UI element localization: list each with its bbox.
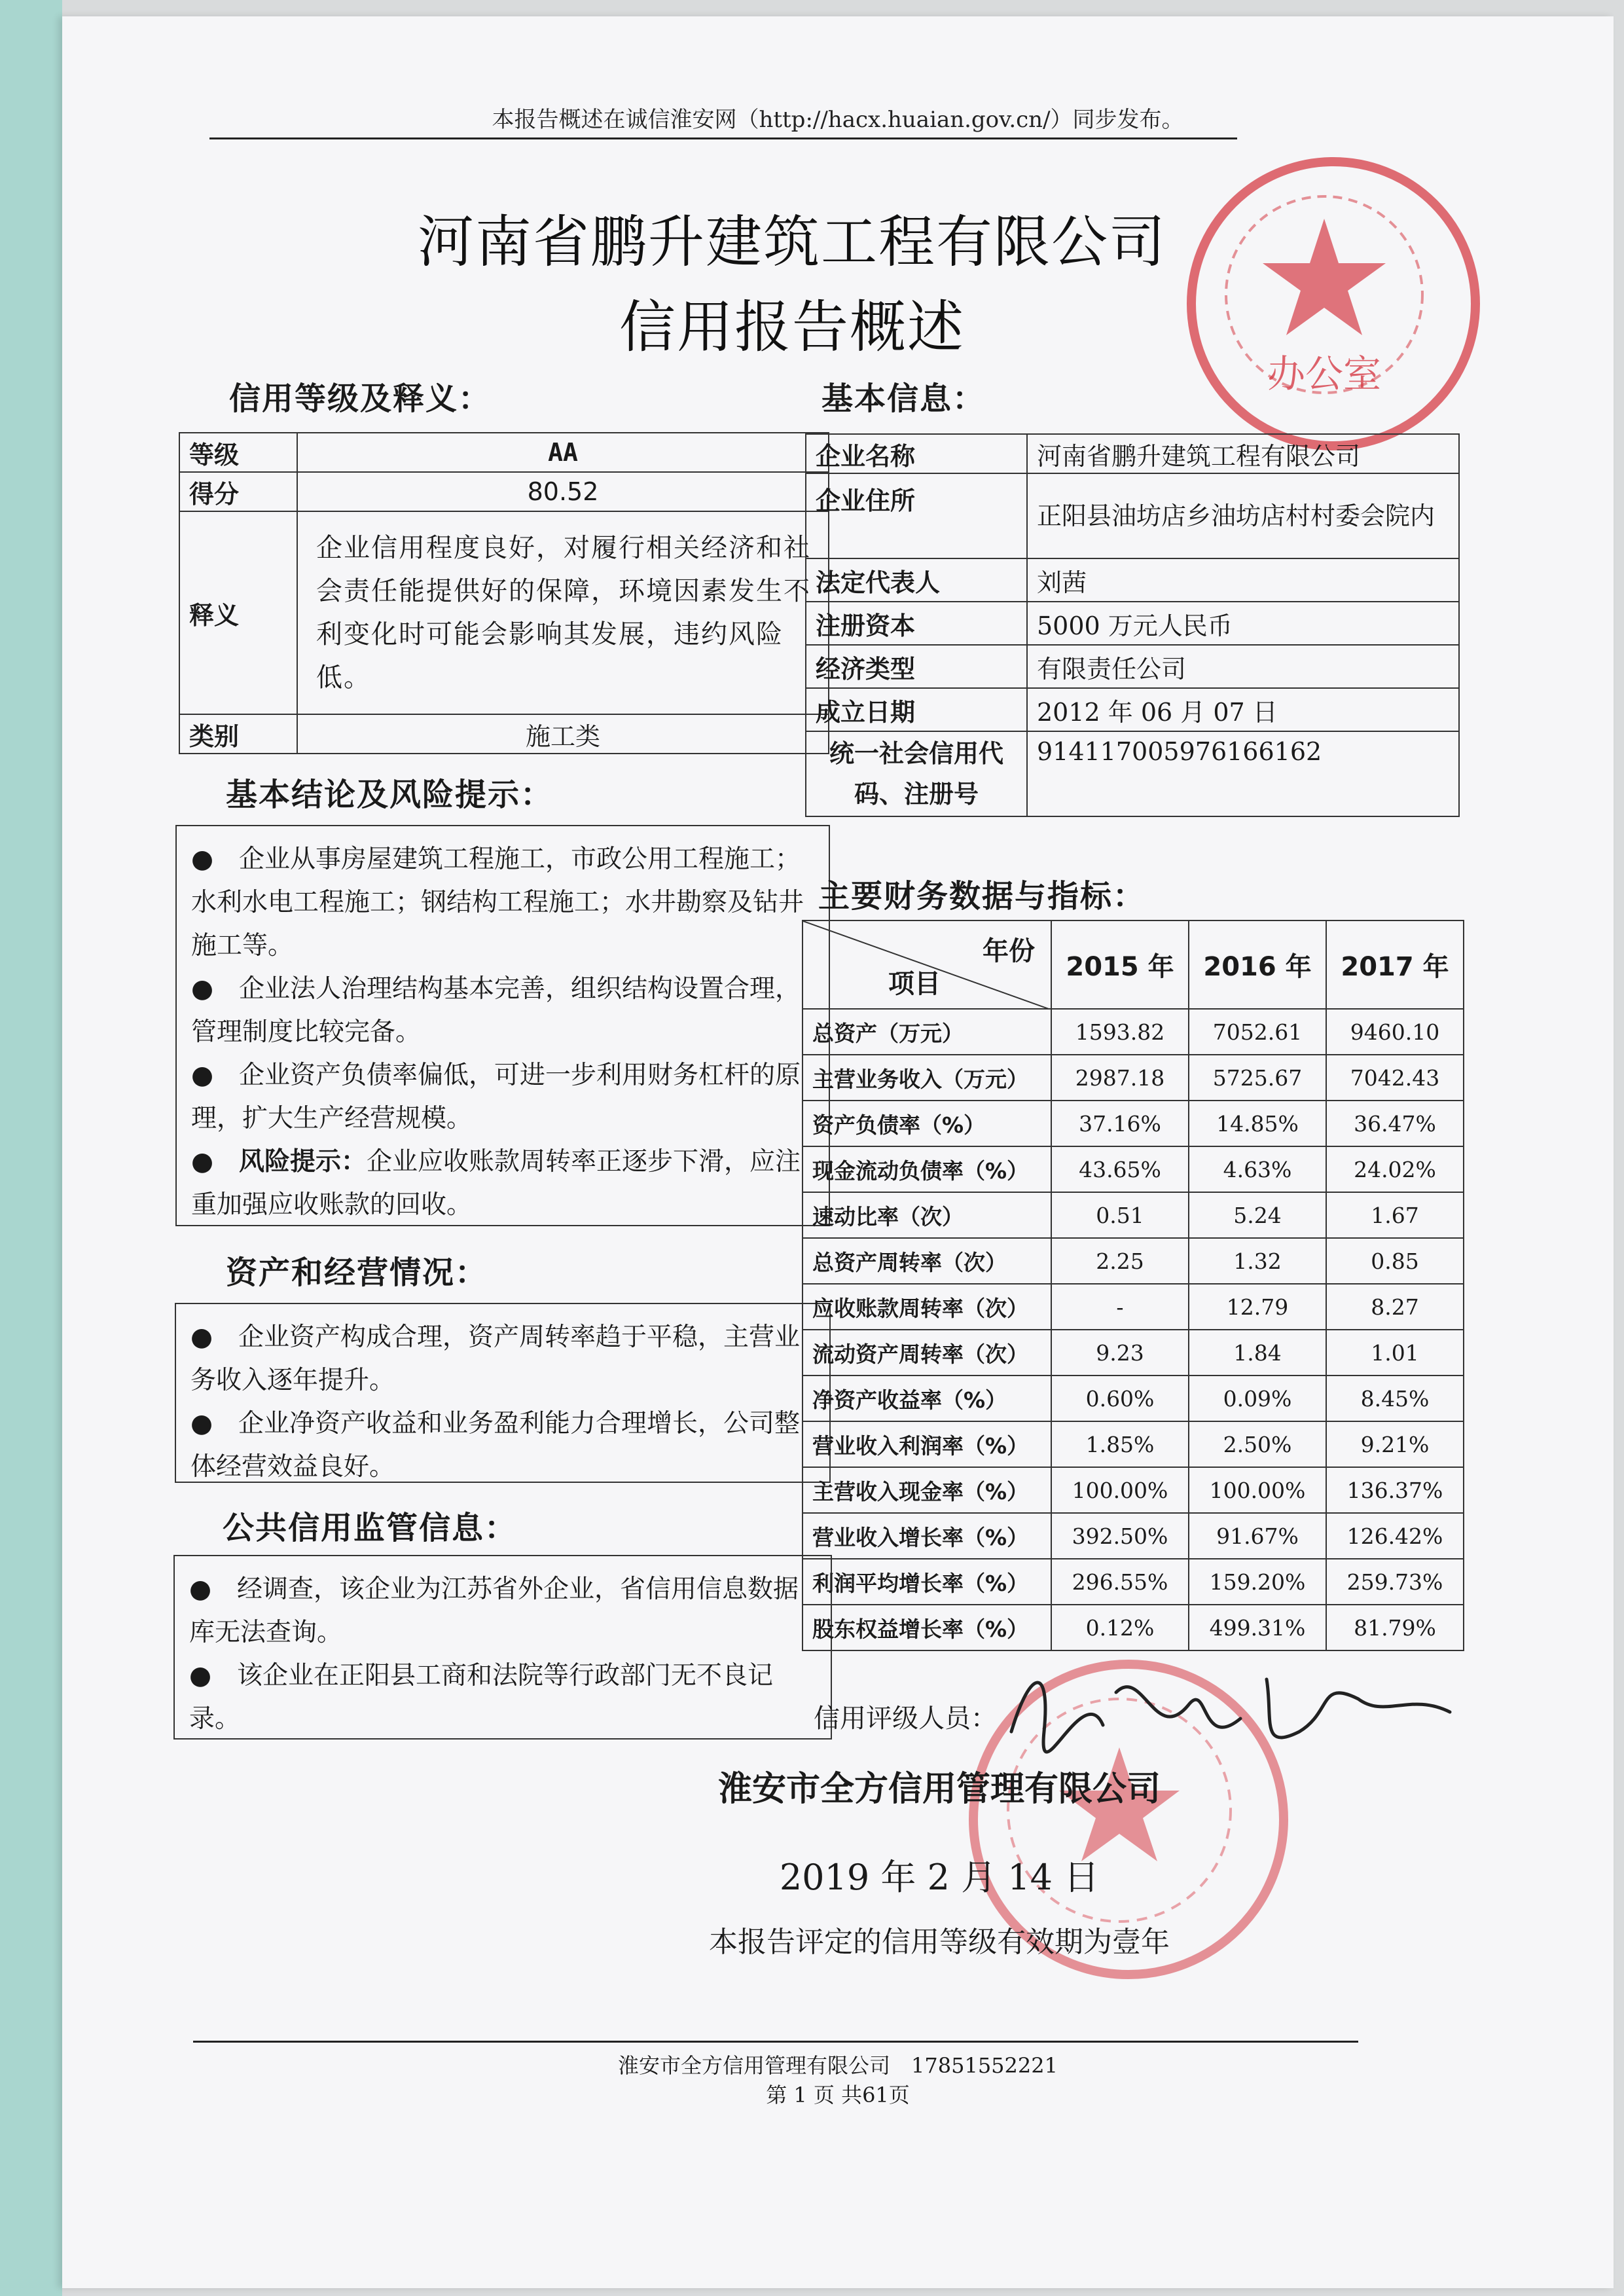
category-value: 施工类 <box>297 714 829 754</box>
list-item: ● 经调查，该企业为江苏省外企业，省信用信息数据库无法查询。 <box>189 1575 799 1647</box>
list-item: ● 风险提示：企业应收账款周转率正逐步下滑，应注重加强应收账款的回收。 <box>191 1147 801 1220</box>
basic-label: 企业住所 <box>806 473 1027 558</box>
finance-item: 股东权益增长率（%） <box>803 1605 1051 1650</box>
finance-value: 159.20% <box>1189 1559 1326 1605</box>
list-item: ● 企业法人治理结构基本完善，组织结构设置合理，管理制度比较完备。 <box>191 974 801 1047</box>
basic-value: 5000 万元人民币 <box>1027 602 1459 645</box>
table-row <box>803 1605 1464 1650</box>
finance-value: 1.67 <box>1326 1192 1464 1238</box>
finance-value: 24.02% <box>1326 1146 1464 1192</box>
finance-value: 8.45% <box>1326 1376 1464 1421</box>
corner-item: 项目 <box>888 969 941 999</box>
corner-year: 年份 <box>983 936 1035 966</box>
rater-signature <box>992 1653 1463 1777</box>
finance-value: 1.85% <box>1051 1421 1189 1467</box>
basic-info-table <box>805 433 1460 817</box>
year-header: 2015 年 <box>1051 920 1189 1009</box>
basic-value: 河南省鹏升建筑工程有限公司 <box>1027 434 1459 473</box>
list-item: ● 该企业在正阳县工商和法院等行政部门无不良记录。 <box>189 1661 774 1734</box>
finance-item: 营业收入利润率（%） <box>803 1421 1051 1467</box>
assets-box <box>175 1303 831 1483</box>
finance-item: 应收账款周转率（次） <box>803 1284 1051 1330</box>
finance-value: 5.24 <box>1189 1192 1326 1238</box>
finance-heading: 主要财务数据与指标： <box>818 878 1146 915</box>
finance-value: 7052.61 <box>1189 1009 1326 1055</box>
year-header: 2017 年 <box>1326 920 1464 1009</box>
rating-date: 2019 年 2 月 14 日 <box>779 1857 1100 1898</box>
finance-value: 2987.18 <box>1051 1055 1189 1101</box>
header-rule <box>209 137 1237 139</box>
finance-value: 100.00% <box>1051 1467 1189 1513</box>
finance-value: 7042.43 <box>1326 1055 1464 1101</box>
list-item: ● 企业资产负债率偏低，可进一步利用财务杠杆的原理，扩大生产经营规模。 <box>191 1061 801 1133</box>
year-header: 2016 年 <box>1189 920 1326 1009</box>
table-row <box>803 1330 1464 1376</box>
score-label: 得分 <box>179 472 297 511</box>
finance-value: 499.31% <box>1189 1605 1326 1650</box>
table-row <box>803 1055 1464 1101</box>
finance-value: 100.00% <box>1189 1467 1326 1513</box>
basic-heading: 基本信息： <box>821 380 986 417</box>
report-title: 信用报告概述 <box>619 295 965 360</box>
seal-text: 办公室 <box>1267 352 1381 396</box>
meaning-label: 释义 <box>179 511 297 714</box>
meaning-value: 企业信用程度良好，对履行相关经济和社会责任能提供好的保障，环境因素发生不利变化时可能会影响其发展，违约风险低。 <box>297 511 829 714</box>
grade-value: AA <box>297 433 829 472</box>
finance-value: 259.73% <box>1326 1559 1464 1605</box>
finance-value: 36.47% <box>1326 1101 1464 1146</box>
list-item: ● 企业净资产收益和业务盈利能力合理增长，公司整体经营效益良好。 <box>190 1409 801 1482</box>
background-strip <box>0 0 62 2296</box>
finance-value: 2.50% <box>1189 1421 1326 1467</box>
document-page <box>62 16 1614 2288</box>
public-heading: 公共信用监管信息： <box>223 1510 518 1546</box>
finance-item: 营业收入增长率（%） <box>803 1513 1051 1559</box>
finance-value: 392.50% <box>1051 1513 1189 1559</box>
finance-value: 2.25 <box>1051 1238 1189 1284</box>
table-row <box>803 1238 1464 1284</box>
credit-table <box>179 432 829 754</box>
list-item: ● 企业资产构成合理，资产周转率趋于平稳，主营业务收入逐年提升。 <box>190 1322 801 1395</box>
table-row <box>803 1192 1464 1238</box>
basic-value: 刘茜 <box>1027 558 1459 602</box>
finance-item: 利润平均增长率（%） <box>803 1559 1051 1605</box>
finance-value: 9.23 <box>1051 1330 1189 1376</box>
score-value: 80.52 <box>297 472 829 511</box>
footer-contact: 淮安市全方信用管理有限公司 17851552221 <box>618 2053 1058 2078</box>
finance-value: 91.67% <box>1189 1513 1326 1559</box>
conclusion-heading: 基本结论及风险提示： <box>226 776 554 813</box>
finance-value: 1.32 <box>1189 1238 1326 1284</box>
finance-value: 0.09% <box>1189 1376 1326 1421</box>
table-row <box>803 1101 1464 1146</box>
finance-value: 0.85 <box>1326 1238 1464 1284</box>
page-number: 第 1 页 共61页 <box>766 2083 910 2107</box>
basic-value: 正阳县油坊店乡油坊店村村委会院内 <box>1027 473 1459 558</box>
basic-value: 914117005976166162 <box>1027 731 1459 816</box>
table-row <box>803 1467 1464 1513</box>
rater-label: 信用评级人员： <box>814 1704 997 1734</box>
credit-heading: 信用等级及释义： <box>229 380 492 417</box>
table-row <box>803 1559 1464 1605</box>
finance-value: 0.51 <box>1051 1192 1189 1238</box>
finance-value: 1.84 <box>1189 1330 1326 1376</box>
finance-value: 14.85% <box>1189 1101 1326 1146</box>
finance-value: 126.42% <box>1326 1513 1464 1559</box>
assets-heading: 资产和经营情况： <box>226 1254 488 1291</box>
finance-value: 1593.82 <box>1051 1009 1189 1055</box>
finance-value: 9.21% <box>1326 1421 1464 1467</box>
risk-lead: 风险提示： <box>239 1147 367 1176</box>
finance-value: 81.79% <box>1326 1605 1464 1650</box>
table-row <box>803 1421 1464 1467</box>
basic-label: 经济类型 <box>806 645 1027 688</box>
table-row <box>803 1009 1464 1055</box>
table-row <box>803 1513 1464 1559</box>
category-label: 类别 <box>179 714 297 754</box>
finance-table <box>802 920 1464 1651</box>
conclusion-box <box>175 825 830 1226</box>
grade-label: 等级 <box>179 433 297 472</box>
office-seal <box>1187 157 1480 450</box>
basic-label: 注册资本 <box>806 602 1027 645</box>
publication-note: 本报告概述在诚信淮安网（http://hacx.huaian.gov.cn/）同步发布。 <box>492 107 1184 133</box>
finance-item: 总资产（万元） <box>803 1009 1051 1055</box>
finance-value: 0.60% <box>1051 1376 1189 1421</box>
finance-value: 0.12% <box>1051 1605 1189 1650</box>
finance-value: 1.01 <box>1326 1330 1464 1376</box>
finance-item: 资产负债率（%） <box>803 1101 1051 1146</box>
table-row <box>803 1376 1464 1421</box>
table-row <box>803 1146 1464 1192</box>
rating-company: 淮安市全方信用管理有限公司 <box>717 1770 1161 1809</box>
finance-value: 43.65% <box>1051 1146 1189 1192</box>
finance-item: 净资产收益率（%） <box>803 1376 1051 1421</box>
basic-label: 成立日期 <box>806 688 1027 731</box>
corner-cell <box>803 920 1051 1009</box>
table-row <box>803 1284 1464 1330</box>
finance-value: 136.37% <box>1326 1467 1464 1513</box>
basic-value: 有限责任公司 <box>1027 645 1459 688</box>
finance-rows <box>803 1009 1464 1650</box>
company-title: 河南省鹏升建筑工程有限公司 <box>418 210 1166 275</box>
finance-value: 9460.10 <box>1326 1009 1464 1055</box>
finance-item: 主营收入现金率（%） <box>803 1467 1051 1513</box>
finance-item: 主营业务收入（万元） <box>803 1055 1051 1101</box>
finance-item: 现金流动负债率（%） <box>803 1146 1051 1192</box>
finance-item: 总资产周转率（次） <box>803 1238 1051 1284</box>
footer-rule <box>193 2041 1358 2043</box>
finance-value: 37.16% <box>1051 1101 1189 1146</box>
finance-item: 流动资产周转率（次） <box>803 1330 1051 1376</box>
finance-value: 296.55% <box>1051 1559 1189 1605</box>
basic-label: 法定代表人 <box>806 558 1027 602</box>
basic-value: 2012 年 06 月 07 日 <box>1027 688 1459 731</box>
basic-label: 统一社会信用代码、注册号 <box>806 731 1027 816</box>
basic-label: 企业名称 <box>806 434 1027 473</box>
finance-value: 8.27 <box>1326 1284 1464 1330</box>
finance-value: - <box>1051 1284 1189 1330</box>
list-item: ● 企业从事房屋建筑工程施工，市政公用工程施工；水利水电工程施工；钢结构工程施工；水井勘察及钻井施工等。 <box>191 845 804 960</box>
finance-item: 速动比率（次） <box>803 1192 1051 1238</box>
finance-value: 12.79 <box>1189 1284 1326 1330</box>
validity-note: 本报告评定的信用等级有效期为壹年 <box>709 1925 1170 1959</box>
public-box <box>173 1555 832 1740</box>
finance-value: 4.63% <box>1189 1146 1326 1192</box>
finance-value: 5725.67 <box>1189 1055 1326 1101</box>
